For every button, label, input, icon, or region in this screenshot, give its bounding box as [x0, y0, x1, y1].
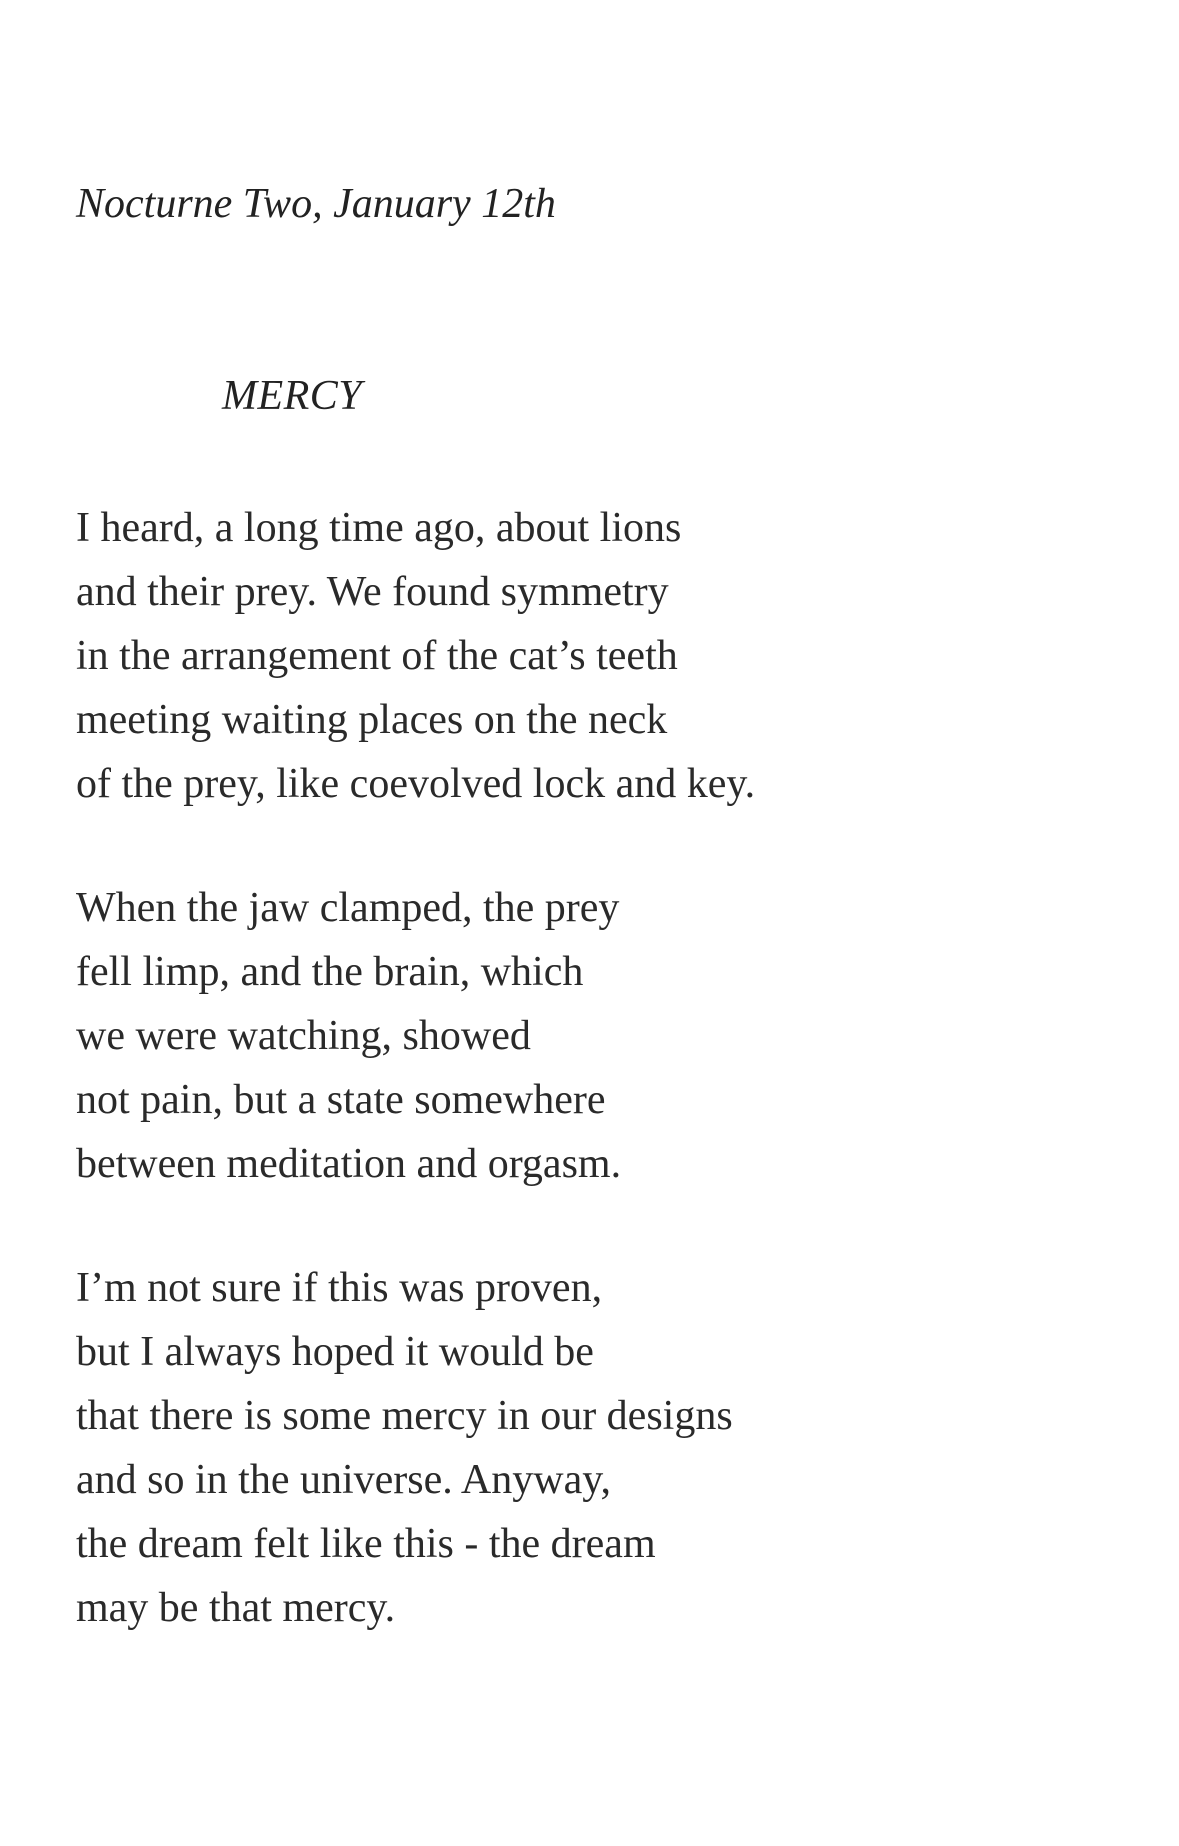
poem-line: between meditation and orgasm.	[76, 1141, 622, 1187]
poem-line: we were watching, showed	[76, 1013, 531, 1059]
poem-line: and their prey. We found symmetry	[76, 569, 669, 615]
stanza-2	[76, 876, 621, 1196]
poem-line: When the jaw clamped, the prey	[76, 885, 620, 931]
poem-line: of the prey, like coevolved lock and key.	[76, 761, 756, 807]
poem-line: the dream felt like this - the dream	[76, 1521, 656, 1567]
poem-line: and so in the universe. Anyway,	[76, 1457, 612, 1503]
poem-line: that there is some mercy in our designs	[76, 1393, 733, 1439]
poem-line: not pain, but a state somewhere	[76, 1077, 606, 1123]
poem-line: meeting waiting places on the neck	[76, 697, 668, 743]
poem-line: fell limp, and the brain, which	[76, 949, 584, 995]
poem-line: in the arrangement of the cat’s teeth	[76, 633, 678, 679]
poem-line: but I always hoped it would be	[76, 1329, 594, 1375]
poem-subtitle: Nocturne Two, January 12th	[76, 181, 556, 227]
poem-line: I’m not sure if this was proven,	[76, 1265, 603, 1311]
poem-line: I heard, a long time ago, about lions	[76, 505, 682, 551]
stanza-3	[76, 1256, 733, 1640]
poem-title: MERCY	[222, 373, 363, 419]
poem-line: may be that mercy.	[76, 1585, 396, 1631]
stanza-1	[76, 496, 755, 816]
